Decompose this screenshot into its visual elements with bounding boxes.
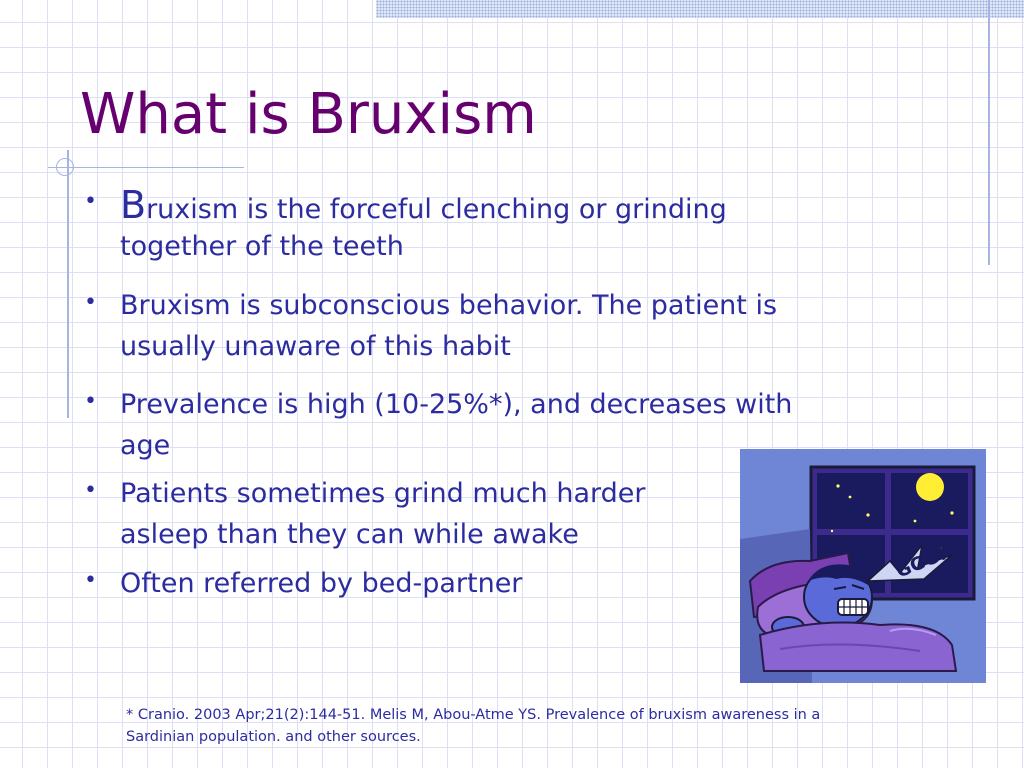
bullet-text-4-line-2: asleep than they can while awake [120, 519, 579, 550]
window-pane [817, 473, 885, 529]
grind-sound-text: GGG! [893, 543, 950, 583]
bullet-text-3-line-1: Prevalence is high (10-25%*), and decreases with [120, 389, 793, 420]
bullet-text-2-line-1: Bruxism is subconscious behavior. The patient is [120, 290, 778, 321]
bullet-text-3-line-2: age [120, 430, 171, 461]
bullet-dot: • [84, 478, 97, 503]
bullet-text-2-line-2: usually unaware of this habit [120, 331, 511, 362]
decorative-top-band [376, 0, 1024, 18]
decorative-right-rule [988, 0, 990, 265]
source-footnote [126, 704, 886, 748]
bullet-dot: • [84, 189, 97, 214]
decorative-left-rule [67, 150, 69, 418]
decorative-ring [56, 158, 74, 176]
footnote-line-2: Sardinian population. and other sources. [126, 729, 421, 745]
bullet-text: ruxism is the forceful clenching or grinding [146, 194, 727, 225]
title-underline-rule [48, 167, 244, 168]
bullet-text-5-line-1: Often referred by bed-partner [120, 568, 523, 599]
bullet-text-1-line-2: together of the teeth [120, 231, 404, 262]
bullet-dot: • [84, 389, 97, 414]
moon-icon [916, 473, 944, 501]
footnote-line-1: * Cranio. 2003 Apr;21(2):144-51. Melis M, Abou-Atme YS. Prevalence of bruxism awareness in a [126, 707, 821, 723]
bullet-dot: • [84, 568, 97, 593]
bruxism-sleeper-illustration [740, 449, 986, 683]
slide-title: What is Bruxism [80, 82, 537, 147]
bullet-text-4-line-1: Patients sometimes grind much harder [120, 478, 646, 509]
bullet-dot: • [84, 290, 97, 315]
bullet-lead-letter: B [120, 183, 147, 227]
bullet-text-1-line-1 [120, 185, 727, 230]
